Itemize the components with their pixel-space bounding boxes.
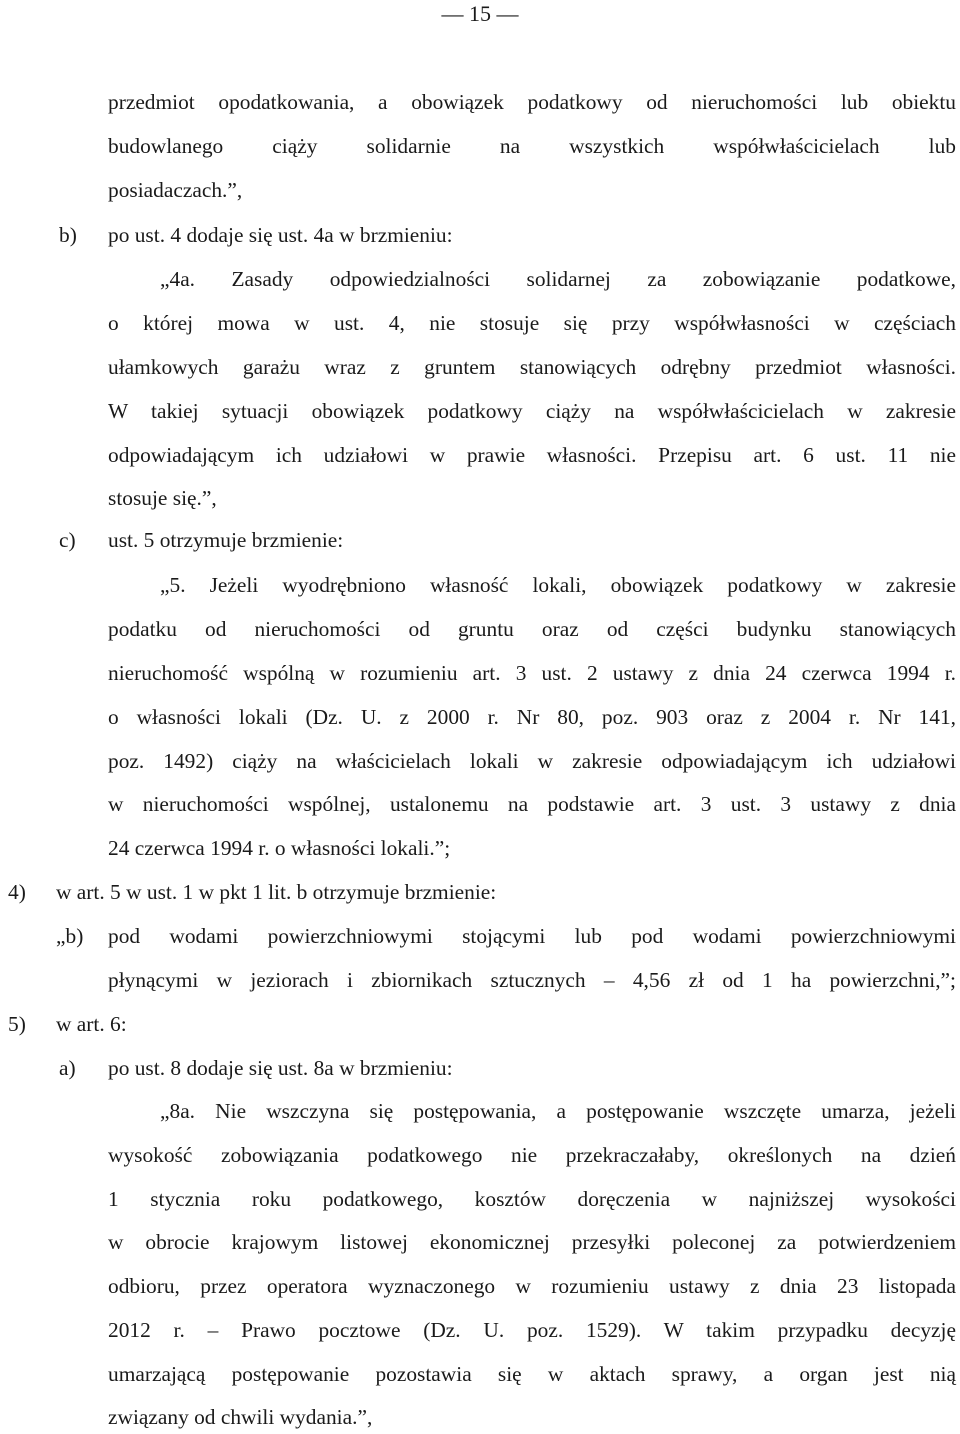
text-line: stosuje się.”, — [108, 486, 217, 510]
text-line: przedmiot opodatkowania, a obowiązek podatkowy od nieruchomości lub obiektu — [108, 90, 956, 114]
text-line: w art. 5 w ust. 1 w pkt 1 lit. b otrzymuje brzmienie: — [56, 880, 497, 904]
text-line: „8a. Nie wszczyna się postępowania, a postępowanie wszczęte umarza, jeżeli — [160, 1099, 956, 1123]
text-line: 2012 r. – Prawo pocztowe (Dz. U. poz. 1529). W takim przypadku decyzję — [108, 1318, 956, 1342]
text-line: podatku od nieruchomości od gruntu oraz od części budynku stanowiących — [108, 617, 956, 641]
item-label-b: b) — [59, 223, 77, 247]
text-line: 1 stycznia roku podatkowego, kosztów doręczenia w najniższej wysokości — [108, 1187, 956, 1211]
text-line: o własności lokali (Dz. U. z 2000 r. Nr 80, poz. 903 oraz z 2004 r. Nr 141, — [108, 705, 956, 729]
text-line: w obrocie krajowym listowej ekonomicznej przesyłki poleconej za potwierdzeniem — [108, 1230, 956, 1254]
text-line: „5. Jeżeli wyodrębniono własność lokali, obowiązek podatkowy w zakresie — [160, 573, 956, 597]
text-line: ust. 5 otrzymuje brzmienie: — [108, 528, 344, 552]
text-line: „4a. Zasady odpowiedzialności solidarnej za zobowiązanie podatkowe, — [160, 267, 956, 291]
text-line: po ust. 8 dodaje się ust. 8a w brzmieniu: — [108, 1056, 453, 1080]
text-line: w nieruchomości wspólnej, ustalonemu na podstawie art. 3 ust. 3 ustawy z dnia — [108, 792, 956, 816]
text-line: związany od chwili wydania.”, — [108, 1405, 373, 1429]
item-label-c: c) — [59, 528, 76, 552]
text-line: po ust. 4 dodaje się ust. 4a w brzmieniu: — [108, 223, 453, 247]
page-number: — 15 — — [441, 1, 519, 26]
text-line: ułamkowych garażu wraz z gruntem stanowiących odrębny przedmiot własności. — [108, 355, 956, 379]
text-line: posiadaczach.”, — [108, 178, 243, 202]
text-line: 24 czerwca 1994 r. o własności lokali.”; — [108, 836, 451, 860]
text-line: wysokość zobowiązania podatkowego nie przekraczałaby, określonych na dzień — [108, 1143, 956, 1167]
item-label-a: a) — [59, 1056, 76, 1080]
item-label-4: 4) — [8, 880, 26, 904]
text-line: W takiej sytuacji obowiązek podatkowy ciąży na współwłaścicielach w zakresie — [108, 399, 956, 423]
text-line: odpowiadającym ich udziałowi w prawie własności. Przepisu art. 6 ust. 11 nie — [108, 443, 956, 467]
text-line: umarzającą postępowanie pozostawia się w aktach sprawy, a organ jest nią — [108, 1362, 956, 1386]
text-line: w art. 6: — [56, 1012, 127, 1036]
text-line: o której mowa w ust. 4, nie stosuje się przy współwłasności w częściach — [108, 311, 956, 335]
text-line: nieruchomość wspólną w rozumieniu art. 3 ust. 2 ustawy z dnia 24 czerwca 1994 r. — [108, 661, 956, 685]
text-line: poz. 1492) ciąży na właścicielach lokali w zakresie odpowiadającym ich udziałowi — [108, 749, 956, 773]
text-line: budowlanego ciąży solidarnie na wszystkich współwłaścicielach lub — [108, 134, 956, 158]
item-label-quoted-b: „b) — [56, 924, 84, 948]
text-line: odbioru, przez operatora wyznaczonego w rozumieniu ustawy z dnia 23 listopada — [108, 1274, 956, 1298]
text-line: płynącymi w jeziorach i zbiornikach sztucznych – 4,56 zł od 1 ha powierzchni,”; — [108, 968, 956, 992]
text-line: pod wodami powierzchniowymi stojącymi lub pod wodami powierzchniowymi — [108, 924, 956, 948]
item-label-5: 5) — [8, 1012, 26, 1036]
